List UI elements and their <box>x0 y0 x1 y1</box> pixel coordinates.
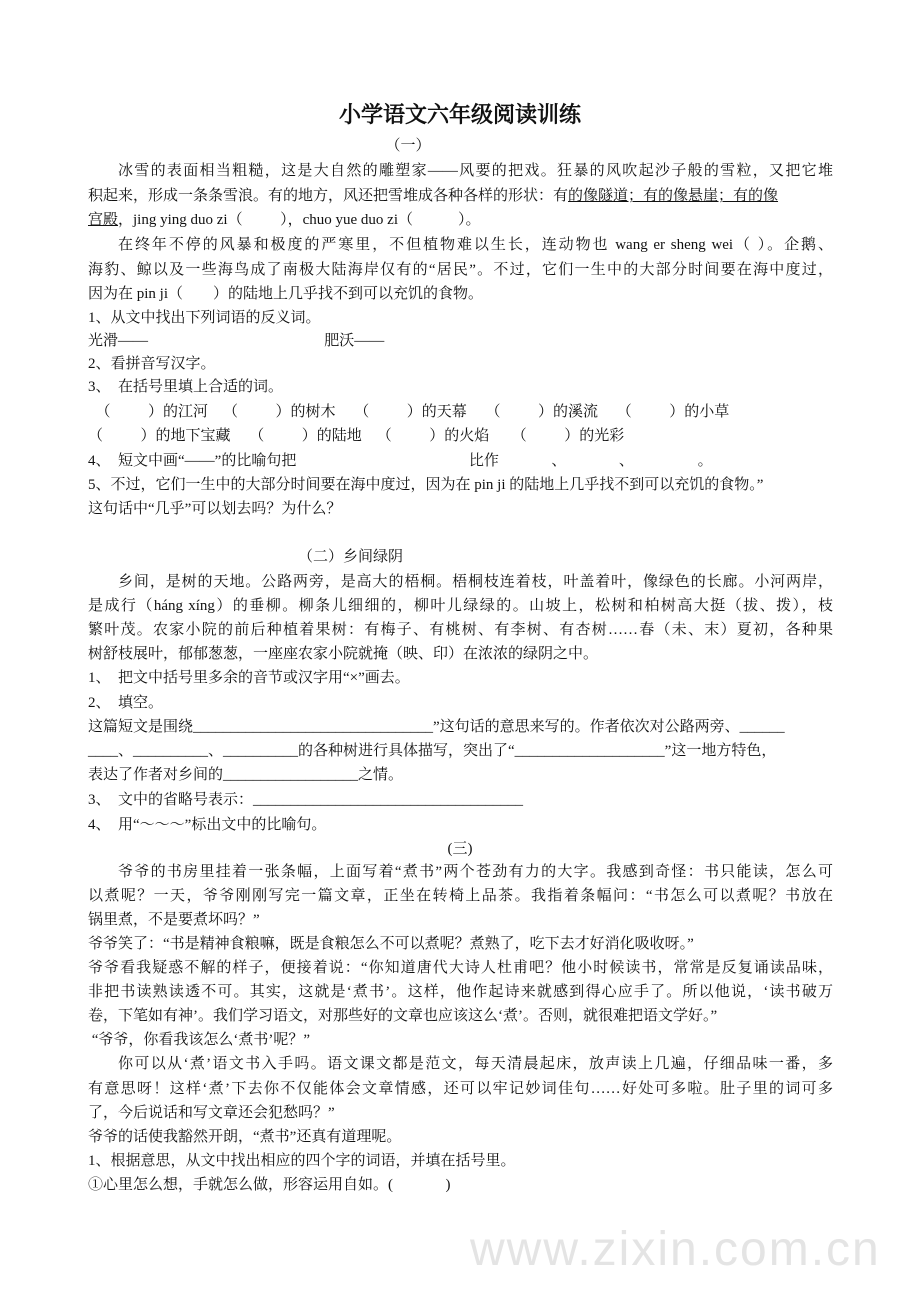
text-line: 有意思呀！这样‘煮’下去你不仅能体会文章情感，还可以牢记妙词佳句……好处可多啦。肚子里的词可多 <box>88 1081 833 1097</box>
text-line: 树舒枝展叶，郁郁葱葱，一座座农家小院就掩（映、印）在浓浓的绿阴之中。 <box>88 646 599 662</box>
text-line: 在终年不停的风暴和极度的严寒里，不但植物难以生长，连动物也 wang er sheng wei（ ）。企鹅、 <box>118 237 833 253</box>
question-line: 这篇短文是围绕________________________________”这句话的意思来写的。作者依次对公路两旁、______ <box>88 719 785 735</box>
question: 2、 填空。 <box>88 695 164 711</box>
text-line: 卷，下笔如有神’。我们学习语文，对那些好的文章也应该这么‘煮’。否则，就很难把语文学好。” <box>88 1008 718 1024</box>
question-line: ①心里怎么想，手就怎么做，形容运用自如。( ) <box>88 1177 451 1193</box>
question: 5、不过，它们一生中的大部分时间要在海中度过，因为在 pin ji 的陆地上几乎找不到可以充饥的食物。” <box>88 477 764 493</box>
question: 1、 把文中括号里多余的音节或汉字用“×”画去。 <box>88 670 410 686</box>
page-title: 小学语文六年级阅读训练 <box>338 102 581 127</box>
text-line: 以煮呢？一天，爷爷刚刚写完一篇文章，正坐在转椅上品茶。我指着条幅问：“书怎么可以煮呢？书放在 <box>88 888 833 904</box>
text-line: 爷爷的书房里挂着一张条幅，上面写着“煮书”两个苍劲有力的大字。我感到奇怪：书只能读，怎么可 <box>118 864 833 880</box>
question-line: 光滑—— 肥沃—— <box>88 333 385 349</box>
text-line: 是成行（háng xíng）的垂柳。柳条儿细细的，柳叶儿绿绿的。山坡上，松树和柏树高大挺（拔、拨），枝 <box>88 598 833 614</box>
text-line <box>88 210 833 230</box>
text-line: 爷爷笑了：“书是精神食粮嘛，既是食粮怎么不可以煮呢？煮熟了，吃下去才好消化吸收呀。” <box>88 936 694 952</box>
section-3-heading: (三) <box>447 841 473 857</box>
text-line: 海豹、鲸以及一些海鸟成了南极大陆海岸仅有的“居民”。不过，它们一生中的大部分时间要在海中度过， <box>88 262 833 278</box>
question: 4、 短文中画“——”的比喻句把 比作 、 、 。 <box>88 453 713 469</box>
text-line: 爷爷的话使我豁然开朗，“煮书”还真有道理呢。 <box>88 1129 402 1145</box>
text-line: 冰雪的表面相当粗糙，这是大自然的雕塑家——风要的把戏。狂暴的风吹起沙子般的雪粒，又把它堆 <box>118 163 833 179</box>
question-line: 这句话中“几乎”可以划去吗？为什么？ <box>88 501 342 517</box>
question: 4、 用“～～～”标出文中的比喻句。 <box>88 817 327 833</box>
text-line: 非把书读熟读透不可。其实，这就是‘煮书’。这样，他作起诗来就感到得心应手了。所以他说，‘读书破万 <box>88 984 833 1000</box>
question: 2、看拼音写汉字。 <box>88 356 216 372</box>
text-line: 乡间，是树的天地。公路两旁，是高大的梧桐。梧桐枝连着枝，叶盖着叶，像绿色的长廊。小河两岸， <box>118 574 833 590</box>
question: 3、 在括号里填上合适的词。 <box>88 379 284 395</box>
question-line: （ ）的地下宝藏 （ ）的陆地 （ ）的火焰 （ ）的光彩 <box>88 428 625 444</box>
watermark: www.zixin.com.cn <box>470 1223 881 1276</box>
text-segment: 积起来，形成一条条雪浪。有的地方，风还把雪堆成各种各样的形状：有 <box>88 188 569 204</box>
question: 1、根据意思，从文中找出相应的四个字的词语，并填在括号里。 <box>88 1153 516 1169</box>
text-line <box>88 186 833 206</box>
underlined-simile: 的像隧道；有的像悬崖；有的像 <box>568 188 779 204</box>
question-line: ____、__________、__________的各种树进行具体描写，突出了“____________________”这一地方特色， <box>88 743 777 759</box>
text-line: 爷爷看我疑惑不解的样子，便接着说：“你知道唐代大诗人杜甫吧？他小时候读书，常常是反复诵读品味， <box>88 960 833 976</box>
question-line: （ ）的江河 （ ）的树木 （ ）的天幕 （ ）的溪流 （ ）的小草 <box>88 404 730 420</box>
question: 1、从文中找出下列词语的反义词。 <box>88 310 321 326</box>
text-line: 繁叶茂。农家小院的前后种植着果树：有梅子、有桃树、有李树、有杏树……春（未、末）夏初，各种果 <box>88 622 833 638</box>
underlined-simile: 宫殿 <box>88 212 119 228</box>
section-1-heading: （一） <box>385 138 431 154</box>
section-2-heading: （二）乡间绿阴 <box>298 549 404 565</box>
text-line: “爷爷，你看我该怎么‘煮书’呢？” <box>88 1032 311 1048</box>
text-segment: ，jing ying duo zi（ ），chuo yue duo zi（ ）。 <box>118 212 481 228</box>
question: 3、 文中的省略号表示：____________________________________ <box>88 792 524 808</box>
question-line: 表达了作者对乡间的__________________之情。 <box>88 767 404 783</box>
text-line: 了，今后说话和写文章还会犯愁吗？” <box>88 1105 335 1121</box>
text-line: 锅里煮，不是要煮坏吗？” <box>88 912 260 928</box>
text-line: 你可以从‘煮’语文书入手吗。语文课文都是范文，每天清晨起床，放声读上几遍，仔细品味一番，多 <box>118 1056 833 1072</box>
text-line: 因为在 pin ji（ ）的陆地上几乎找不到可以充饥的食物。 <box>88 286 484 302</box>
